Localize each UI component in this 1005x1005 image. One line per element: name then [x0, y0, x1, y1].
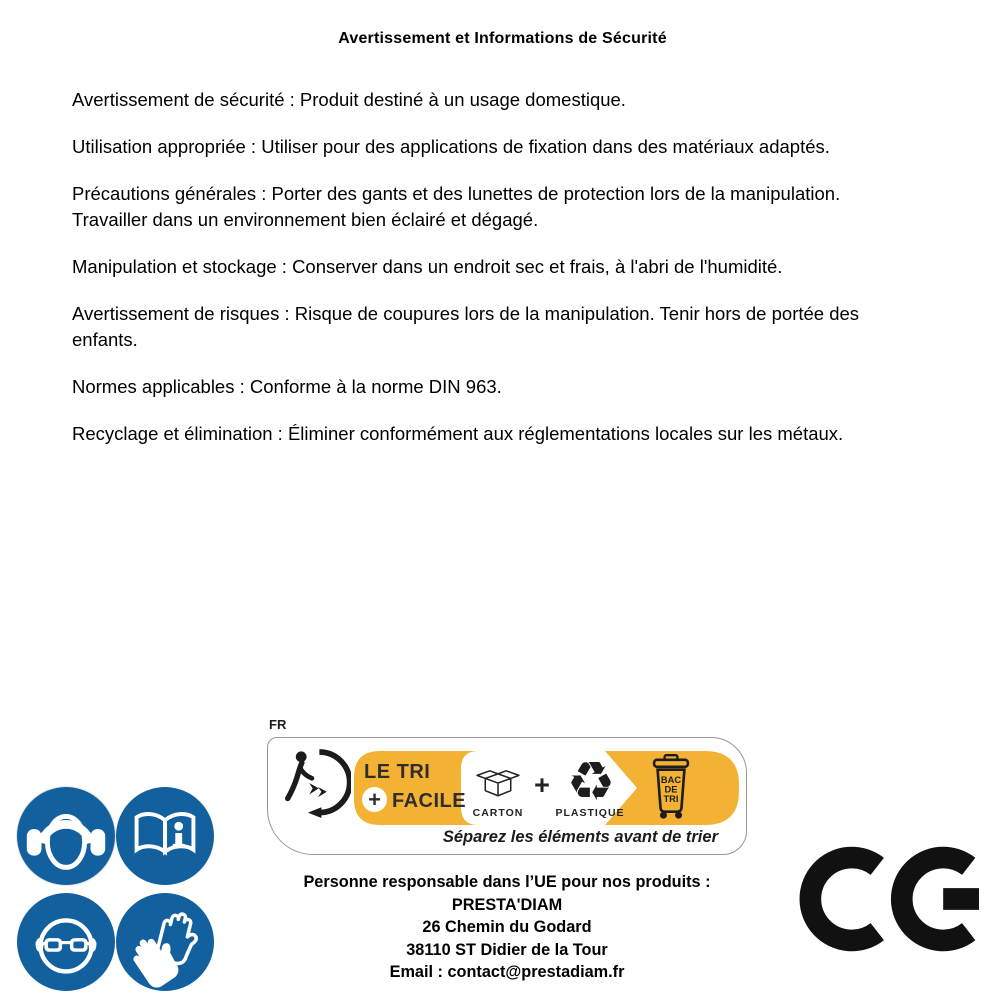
plastique-label: PLASTIQUE — [555, 807, 625, 819]
text-line: Manipulation et stockage : Conserver dans un endroit sec et frais, à l'abri de l'humidité. — [72, 256, 783, 277]
plus-sign: + — [368, 786, 381, 812]
text-line: Précautions générales : Porter des gants et des lunettes de protection lors de la manipulation. — [72, 183, 841, 204]
sorting-tagline: Séparez les éléments avant de trier — [442, 828, 718, 846]
safety-text-block — [72, 87, 952, 468]
eu-responsible-block — [257, 871, 757, 984]
text-line: Utilisation appropriée : Utiliser pour des applications de fixation dans des matériaux adaptés. — [72, 136, 830, 157]
wear-eye-protection-icon — [17, 893, 115, 991]
plus-separator: + — [534, 770, 550, 800]
paragraph-avertissement-securite — [72, 87, 952, 113]
address-city: 38110 ST Didier de la Tour — [406, 940, 608, 959]
text-line: Normes applicables : Conforme à la norme DIN 963. — [72, 376, 502, 397]
triman-icon — [281, 748, 351, 818]
infotri-banner — [267, 737, 747, 855]
paragraph-normes — [72, 374, 952, 400]
le-tri-label: LE TRI — [364, 761, 431, 783]
company-name: PRESTA'DIAM — [451, 895, 563, 914]
page-title: Avertissement et Informations de Sécurité — [338, 30, 667, 47]
svg-text:DE: DE — [664, 784, 678, 795]
wear-protective-gloves-icon — [116, 893, 214, 991]
text-line: enfants. — [72, 329, 138, 350]
paragraph-manipulation-stockage — [72, 254, 952, 280]
text-line: Recyclage et élimination : Éliminer conformément aux réglementations locales sur les métaux. — [72, 423, 844, 444]
read-instruction-manual-icon — [116, 787, 214, 885]
wear-ear-protection-icon — [17, 787, 115, 885]
paragraph-utilisation — [72, 134, 952, 160]
sorting-bin-icon — [650, 754, 692, 821]
address-street: 26 Chemin du Godard — [422, 918, 592, 936]
svg-text:TRI: TRI — [663, 793, 679, 804]
plastic-recycling-icon: ♻ — [566, 752, 616, 812]
facile-label: FACILE — [392, 790, 467, 812]
le-tri-facile-band — [354, 751, 739, 825]
mandatory-pictogram-grid — [17, 787, 214, 992]
fr-country-label: FR — [269, 717, 287, 732]
carton-label: CARTON — [472, 807, 524, 819]
contact-email: Email : contact@prestadiam.fr — [389, 963, 625, 981]
text-line: Avertissement de sécurité : Produit destiné à un usage domestique. — [72, 89, 626, 110]
text-line: Travailler dans un environnement bien éclairé et dégagé. — [72, 209, 539, 230]
text-line: Avertissement de risques : Risque de coupures lors de la manipulation. Tenir hors de portée des — [72, 303, 860, 324]
plus-circle-badge — [362, 787, 387, 812]
paragraph-avertissement-risques — [72, 301, 952, 353]
responsible-intro: Personne responsable dans l’UE pour nos produits : — [303, 873, 711, 891]
ce-mark-icon — [799, 846, 995, 952]
carton-box-icon — [470, 758, 526, 804]
paragraph-recyclage — [72, 421, 952, 447]
paragraph-precautions — [72, 181, 952, 233]
svg-text:BAC: BAC — [660, 775, 682, 786]
